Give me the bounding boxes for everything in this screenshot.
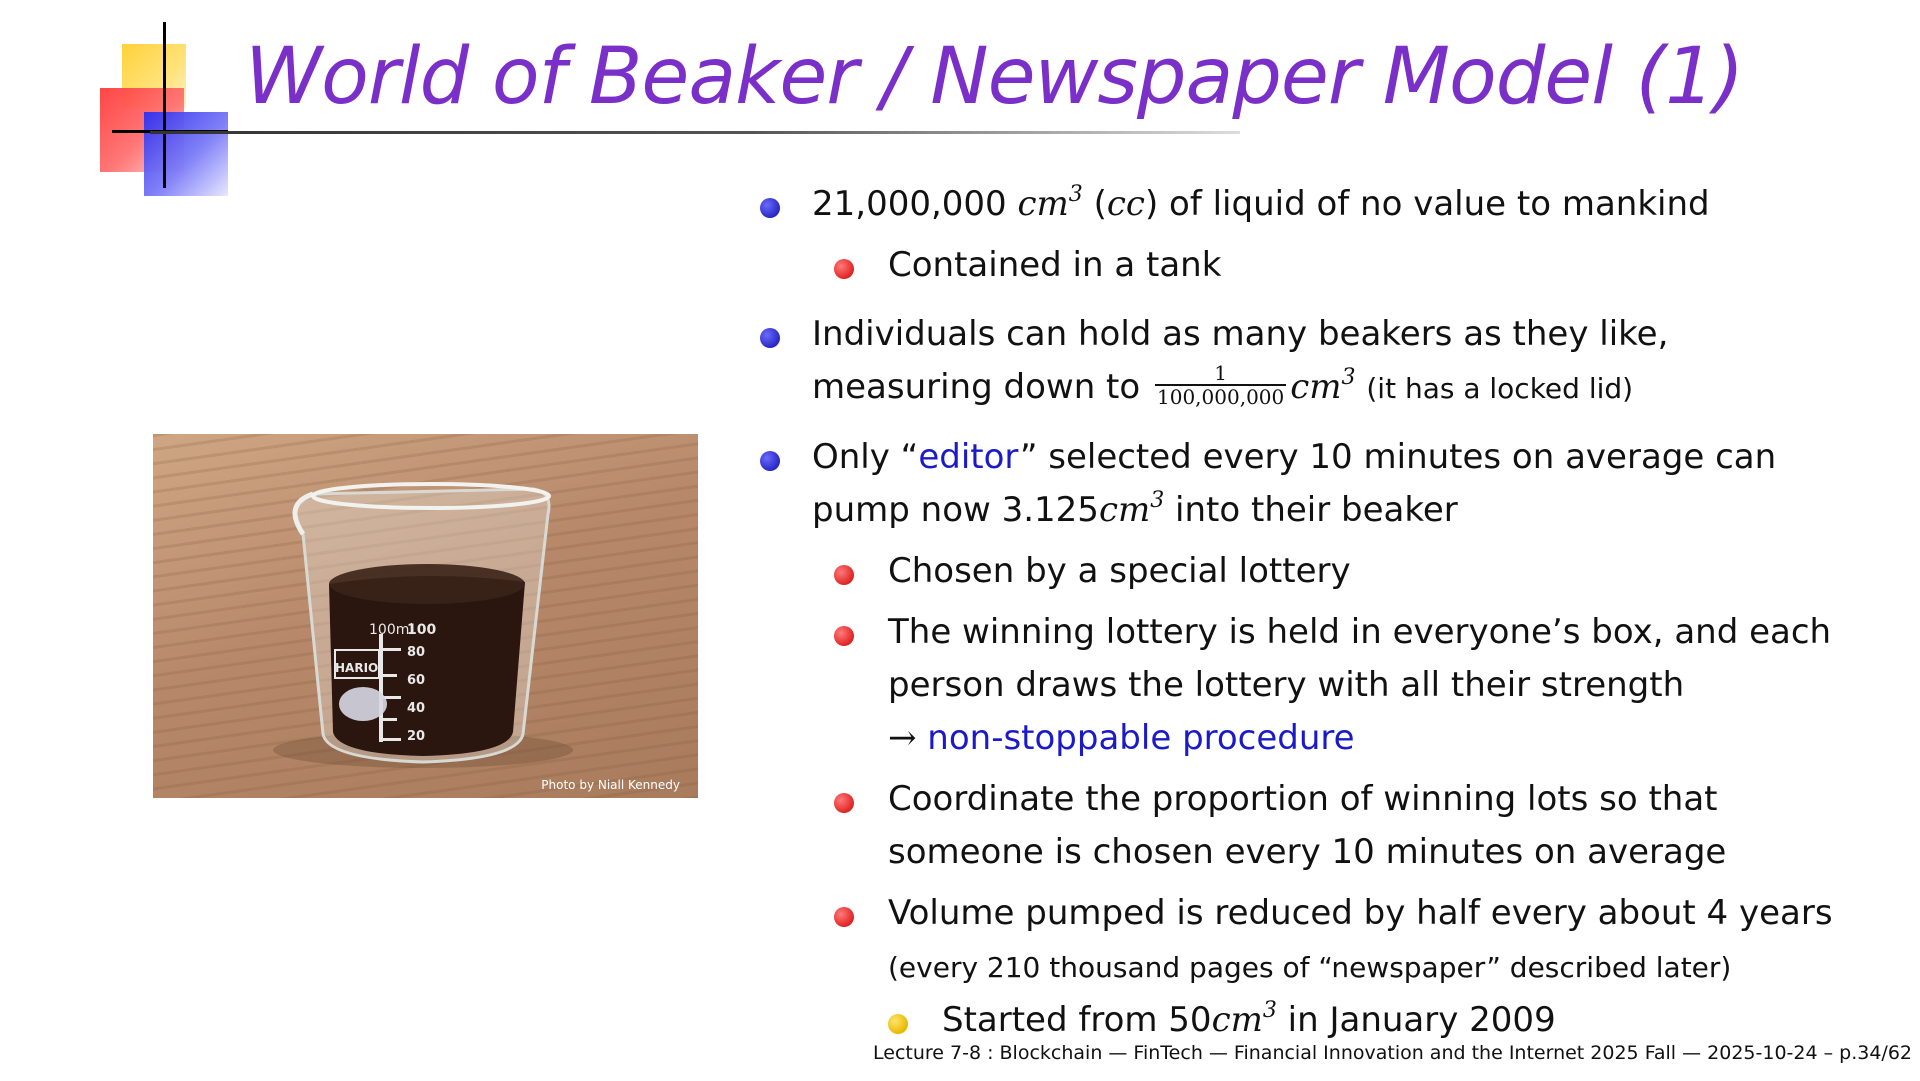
slide-footer: Lecture 7-8 : Blockchain — FinTech — Financial Innovation and the Internet 2025 Fall — 2025-10-24 – p.34/62 [873,1042,1913,1064]
logo-blue-square [144,112,228,196]
bullet-list [760,178,1880,1047]
non-stoppable-highlight: non-stoppable procedure [927,718,1355,758]
bullet-editor-selection: Only “editor” selected every 10 minutes on average can pump now $3.125cm^3$ into their beaker [760,431,1880,537]
bullet-winning-lottery: The winning lottery is held in everyone’s box, and each person draws the lottery with all their strength → non-stoppable procedure [760,606,1880,765]
title-underline [150,131,1240,134]
bullet-coordinate-proportion: Coordinate the proportion of winning lots so that someone is chosen every 10 minutes on average [760,773,1880,879]
bullet-contained-tank: Contained in a tank [760,239,1880,292]
bullet-volume-halving: Volume pumped is reduced by half every about 4 years (every 210 thousand pages of “newspaper” described later) [760,887,1880,994]
bullet-dot [834,626,854,646]
bullet-started-2009: Started from $50cm^3$ in January 2009 [760,994,1880,1047]
beaker-mark-80: 80 [407,645,426,660]
bullet-dot [760,451,780,471]
beaker-brand-label: HARIO [335,661,379,675]
bullet-dot [834,565,854,585]
beaker-illustration [153,434,698,798]
bullet-dot [760,328,780,348]
logo-vertical-line [163,22,166,188]
bullet-special-lottery: Chosen by a special lottery [760,545,1880,598]
bullet-individuals-beakers: Individuals can hold as many beakers as they like, measuring down to $\frac{1}{100,000,000}$ $cm^3$ (it has a locked lid) [760,308,1880,415]
fraction: $\frac{1}{100,000,000}$ [1157,360,1285,409]
bullet-liquid-amount: 21,000,000 $cm^3$ (cc) of liquid of no value to mankind [760,178,1880,231]
slide-title: World of Beaker / Newspaper Model (1) [245,32,1744,122]
beaker-capacity-label: 100ml [369,622,414,638]
beaker-mark-100: 100 [407,622,437,638]
bullet-dot [834,793,854,813]
photo-credit: Photo by Niall Kennedy [541,778,680,792]
editor-highlight: editor [918,437,1020,477]
beaker-photo [153,434,698,798]
beaker-mark-40: 40 [407,701,426,716]
beaker-mark-60: 60 [407,673,426,688]
bullet-dot [834,259,854,279]
bullet-dot [834,907,854,927]
corner-logo [100,22,240,188]
bullet-dot [760,198,780,218]
beaker-mark-20: 20 [407,729,426,744]
bullet-dot [888,1014,908,1034]
